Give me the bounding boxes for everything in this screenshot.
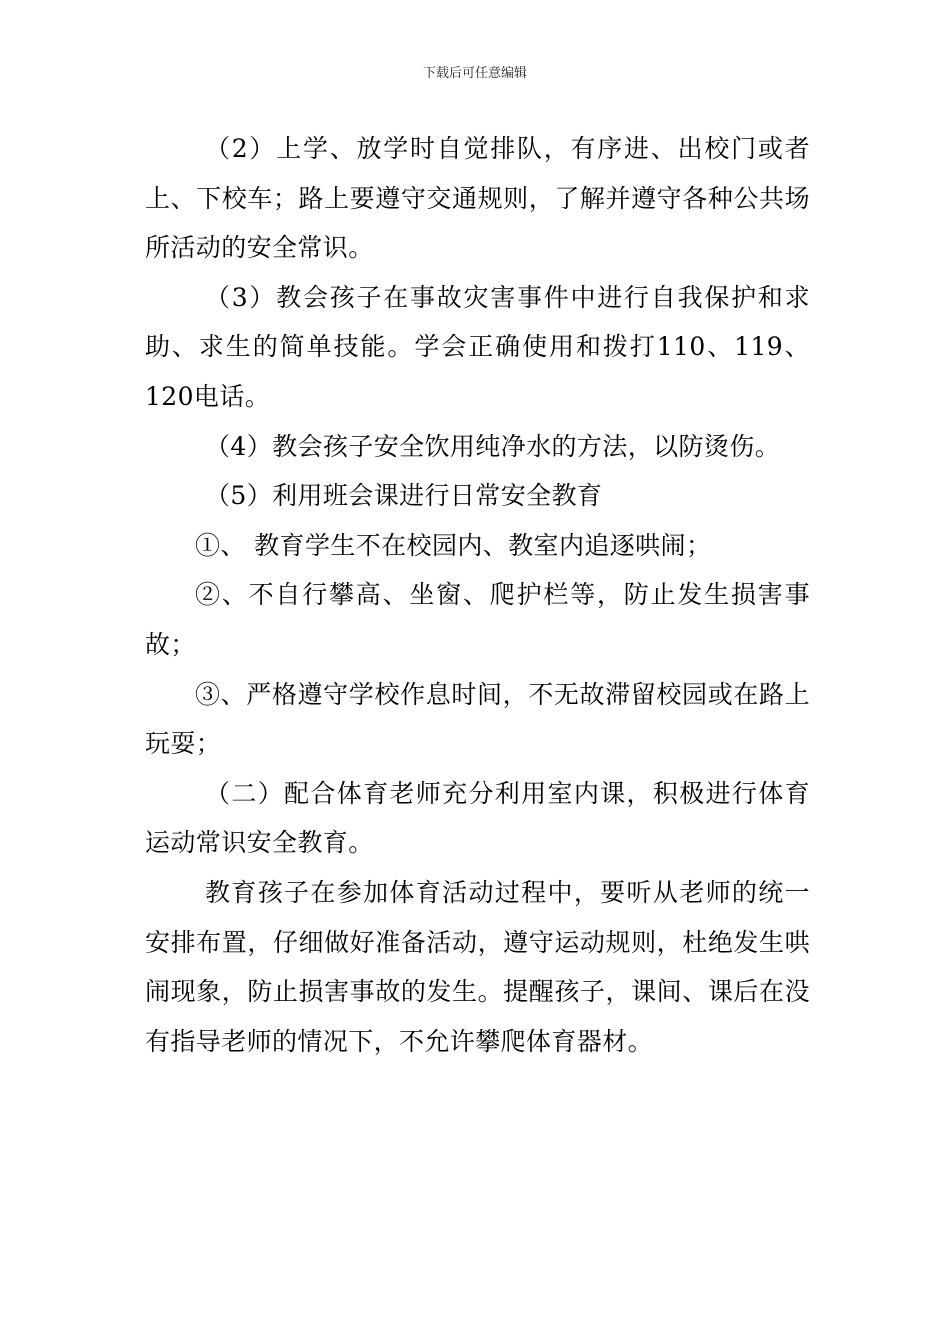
paragraph-item-5: （5）利用班会课进行日常安全教育 (205, 481, 603, 511)
paragraph-sub-item-1: ①、 教育学生不在校园内、教室内追逐哄闹； (195, 530, 712, 560)
document-body (145, 124, 810, 1066)
paragraph-body: 教育孩子在参加体育活动过程中，要听从老师的统一安排布置，仔细做好准备活动，遵守运动规则，杜绝发生哄闹现象，防止损害事故的发生。提醒孩子，课间、课后在没有指导老师的情况下，不允许攀爬体育器材。 (145, 877, 810, 1056)
paragraph-sub-item-2: ②、不自行攀高、坐窗、爬护栏等，防止发生损害事故； (145, 580, 810, 659)
page-header: 下载后可任意编辑 (422, 66, 527, 81)
paragraph-section-2: （二）配合体育老师充分利用室内课，积极进行体育运动常识安全教育。 (145, 778, 810, 858)
paragraph-item-3: （3）教会孩子在事故灾害事件中进行自我保护和求助、求生的简单技能。学会正确使用和拨打110、119、120电话。 (145, 282, 810, 411)
paragraph-sub-item-3: ③、严格遵守学校作息时间，不无故滞留校园或在路上玩耍； (145, 679, 810, 759)
paragraph-item-2: （2）上学、放学时自觉排队，有序进、出校门或者上、下校车；路上要遵守交通规则，了解并遵守各种公共场所活动的安全常识。 (145, 134, 810, 263)
paragraph-item-4: （4）教会孩子安全饮用纯净水的方法，以防烫伤。 (205, 431, 781, 461)
